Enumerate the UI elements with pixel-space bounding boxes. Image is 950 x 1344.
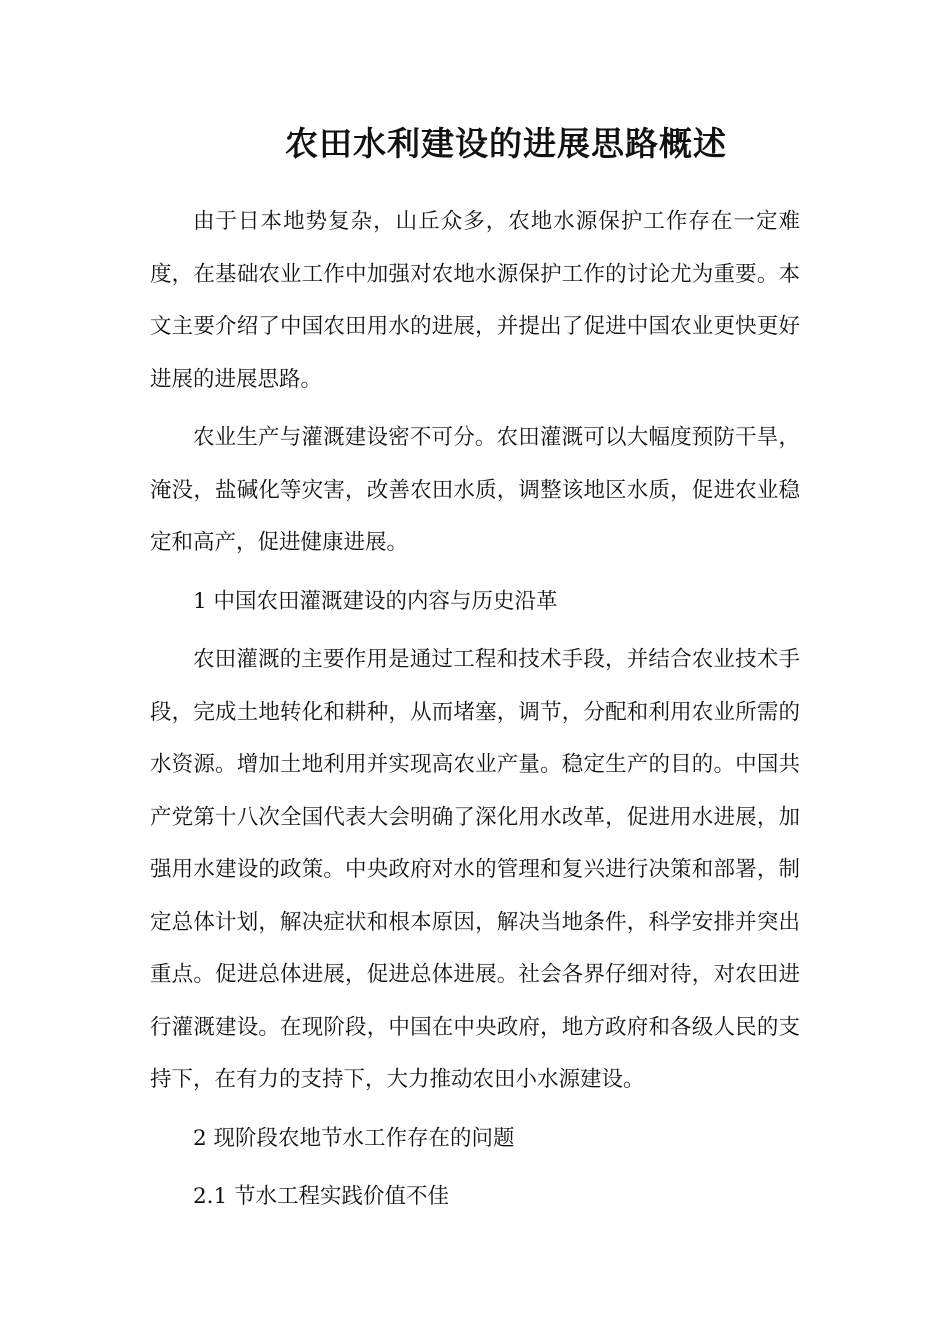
section-1-heading: 1 中国农田灌溉建设的内容与历史沿革 (193, 588, 558, 614)
irrigation-paragraph: 农业生产与灌溉建设密不可分。农田灌溉可以大幅度预防干旱，淹没，盐碱化等灾害，改善农田水质，调整该地区水质，促进农业稳定和高产，促进健康进展。 (150, 425, 800, 555)
section-1-paragraph: 农田灌溉的主要作用是通过工程和技术手段，并结合农业技术手段，完成土地转化和耕种，从而堵塞，调节，分配和利用农业所需的水资源。增加土地利用并实现高农业产量。稳定生产的目的。中国共产党第十八次全国代表大会明确了深化用水改革，促进用水进展，加强用水建设的政策。中央政府对水的管理和复兴进行决策和部署，制定总体计划，解决症状和根本原因，解决当地条件，科学安排并突出重点。促进总体进展，促进总体进展。社会各界仔细对待，对农田进行灌溉建设。在现阶段，中国在中央政府，地方政府和各级人民的支持下，在有力的支持下，大力推动农田小水源建设。 (150, 647, 800, 1092)
section-2-1-heading: 2.1 节水工程实践价值不佳 (193, 1184, 450, 1209)
section-2-heading: 2 现阶段农地节水工作存在的问题 (193, 1125, 515, 1151)
document-body (150, 196, 800, 1224)
document-title: 农田水利建设的进展思路概述 (285, 124, 727, 163)
intro-paragraph: 由于日本地势复杂，山丘众多，农地水源保护工作存在一定难度，在基础农业工作中加强对农地水源保护工作的讨论尤为重要。本文主要介绍了中国农田用水的进展，并提出了促进中国农业更快更好进展的进展思路。 (150, 209, 800, 392)
